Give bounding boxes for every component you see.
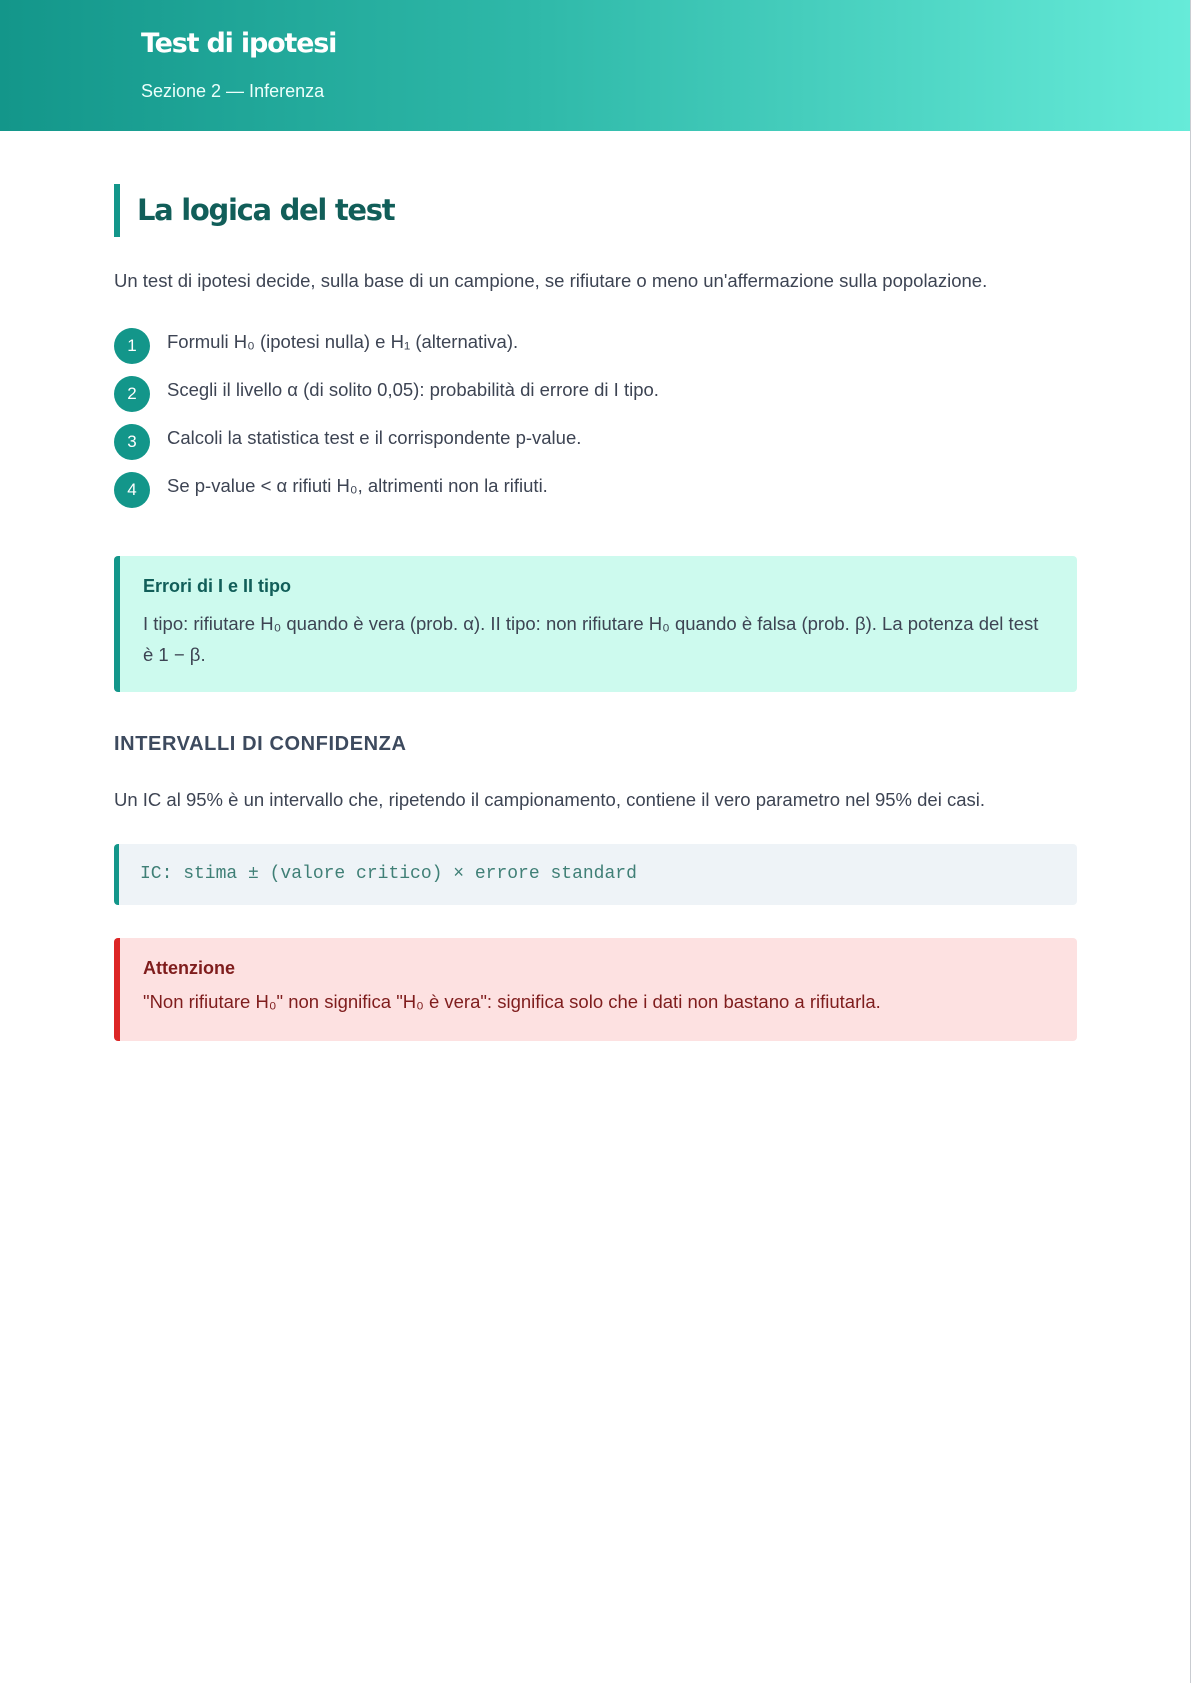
step-number-badge: 1: [114, 328, 150, 364]
confidence-paragraph: Un IC al 95% è un intervallo che, ripetendo il campionamento, contiene il vero parametro nel 95% dei casi.: [114, 789, 986, 810]
document-subtitle: Sezione 2 — Inferenza: [141, 81, 325, 101]
step-text: Scegli il livello α (di solito 0,05): probabilità di errore di I tipo.: [167, 379, 659, 400]
subsection-heading: INTERVALLI DI CONFIDENZA: [114, 733, 407, 755]
page-header: [0, 0, 1190, 131]
info-callout-body: I tipo: rifiutare H₀ quando è vera (prob. α). II tipo: non rifiutare H₀ quando è falsa (prob. β). La potenza del test è 1 − β.: [143, 613, 1039, 665]
formula-block: IC: stima ± (valore critico) × errore standard: [114, 844, 1077, 905]
step-text: Se p-value < α rifiuti H₀, altrimenti non la rifiuti.: [167, 475, 548, 496]
info-callout-title: Errori di I e II tipo: [143, 576, 292, 596]
warning-callout: [114, 938, 1077, 1041]
document-title: Test di ipotesi: [141, 28, 337, 59]
step-number-badge: 2: [114, 376, 150, 412]
info-callout: [114, 556, 1077, 692]
section-heading-block: [114, 184, 714, 237]
step-number-badge: 3: [114, 424, 150, 460]
step-text: Calcoli la statistica test e il corrispondente p-value.: [167, 427, 582, 448]
step-number-badge: 4: [114, 472, 150, 508]
section-heading: La logica del test: [137, 193, 395, 227]
step-text: Formuli H₀ (ipotesi nulla) e H₁ (alternativa).: [167, 331, 519, 352]
warning-callout-title: Attenzione: [143, 958, 235, 978]
intro-paragraph: Un test di ipotesi decide, sulla base di un campione, se rifiutare o meno un'affermazione sulla popolazione.: [114, 270, 988, 291]
warning-callout-body: "Non rifiutare H₀" non significa "H₀ è vera": significa solo che i dati non bastano a rifiutarla.: [143, 991, 881, 1012]
